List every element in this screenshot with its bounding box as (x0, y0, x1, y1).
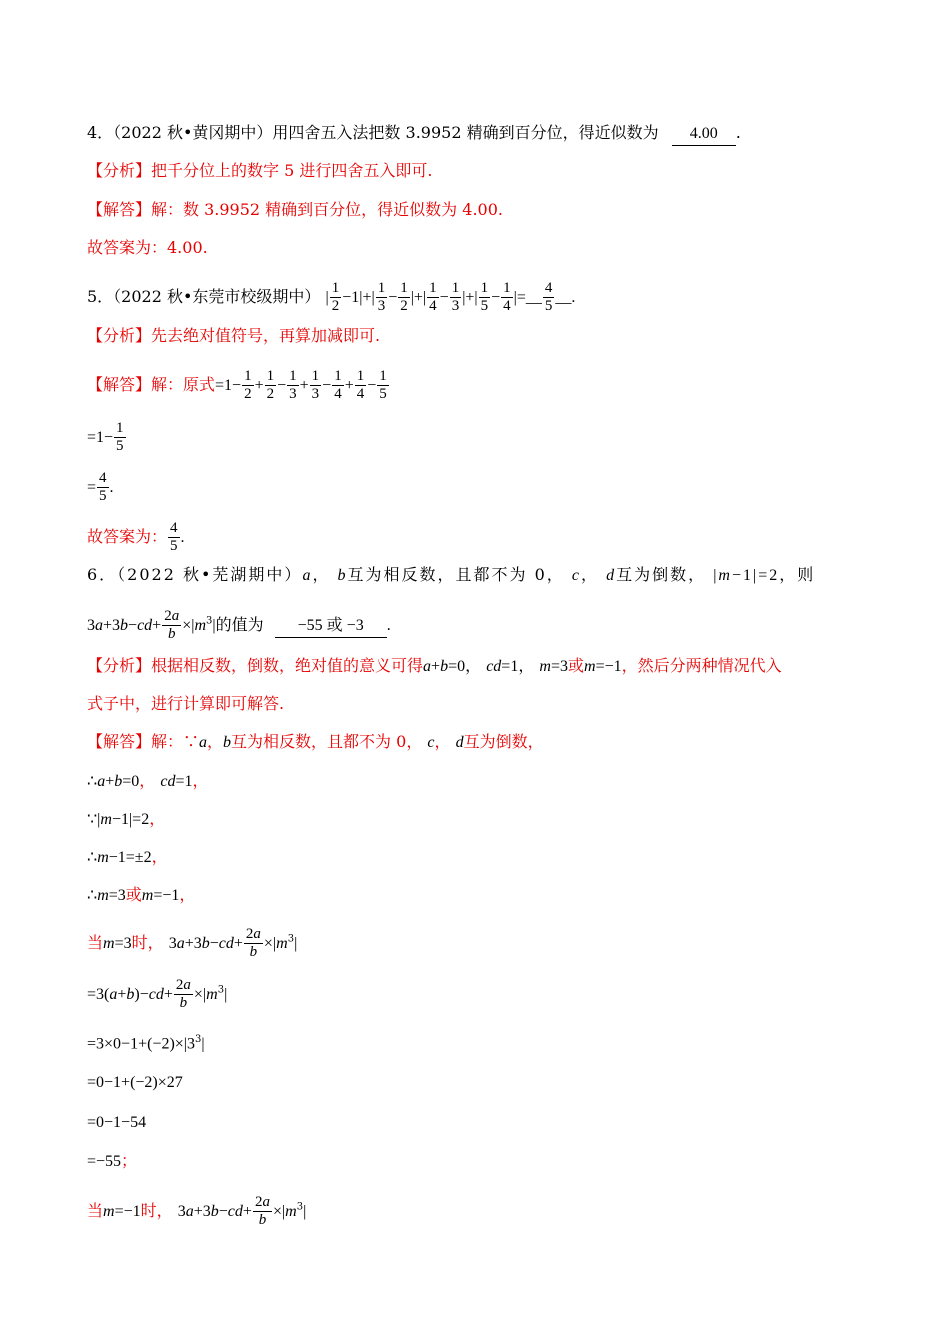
q5-solution-step3: = $\frac{4}{5}$ . (87, 470, 114, 504)
q6-case1-header: 当m=3时， 3a+3b−cd+ $\frac{2a}{b}$ $\times|m^3|$ (87, 926, 298, 960)
q6-case1-step3: =0−1+(−2)×27 (87, 1074, 183, 1091)
q6-case1-step1: =3(a+b)−cd+ $\frac{2a}{b}$ $\times|m^3|$ (87, 977, 228, 1011)
q6-answer-blank: −55 或 −3 (275, 615, 387, 638)
q6-step-m-values: ∴m=3或m=−1， (87, 885, 196, 904)
q6-step-pm: ∴m−1=±2， (87, 847, 168, 866)
q4-final-answer: 故答案为：4.00. (87, 238, 208, 257)
q5-analysis: 【分析】先去绝对值符号，再算加减即可. (87, 326, 381, 345)
q5-stem: 5．（2022 秋•东莞市校级期中） | $\frac{1}{2}$ −1|+| $\frac{1}{3}$ − $\frac{1}{2}$ |+| $\frac{1}{4}$ − $\frac{1}{3}$ |+| $\frac{1}{5}$ − $\frac{1}{4}$ |=__ $\frac{4}{5}$ __. (87, 280, 576, 314)
q4-analysis: 【分析】把千分位上的数字 5 进行四舍五入即可. (87, 161, 433, 180)
q6-stem-line1: 6．（2022 秋•芜湖期中）a， b互为相反数，且都不为 0， c， d互为倒数， |m−1|=2，则 (87, 565, 816, 584)
q5-solution-step1: 【解答】解：原式=1− $\frac{1}{2}$ + $\frac{1}{2}$ − $\frac{1}{3}$ + $\frac{1}{3}$ − $\frac{1}{4}$ + $\frac{1}{4}$ − $\frac{1}{5}$ (87, 368, 387, 402)
q6-stem-line2: 3a+3b−cd+ $\frac{2a}{b}$ $\times|m^3|$的值为 −55 或 −3 . (87, 608, 391, 642)
q6-analysis-line1: 【分析】根据相反数，倒数，绝对值的意义可得a+b=0， cd=1， m=3或m=−1，然后分两种情况代入 (87, 656, 782, 675)
q6-solution-line1: 【解答】解：∵a，b互为相反数，且都不为 0， c， d互为倒数， (87, 732, 544, 751)
q6-case1-step2: $=3\times 0-1+(-2)\times|3^3|$ (87, 1034, 205, 1053)
q4-stem: 4．（2022 秋•黄冈期中）用四舍五入法把数 3.9952 精确到百分位，得近似数为 4.00 . (87, 122, 741, 146)
q4-answer-blank: 4.00 (672, 123, 736, 146)
q6-case2-header: 当m=−1时， 3a+3b−cd+ $\frac{2a}{b}$ $\times|m^3|$ (87, 1194, 307, 1228)
q5-answer-fraction: $\frac{4}{5}$ (544, 280, 553, 314)
q4-solution: 【解答】解：数 3.9952 精确到百分位，得近似数为 4.00. (87, 200, 503, 219)
q6-step-sum: ∴a+b=0， cd=1， (87, 771, 209, 790)
q6-case1-result: =−55； (87, 1151, 138, 1170)
q6-case1-step4: =0−1−54 (87, 1114, 147, 1131)
q6-step-abs: ∵|m−1|=2， (87, 809, 166, 828)
q5-solution-step2: =1− $\frac{1}{5}$ (87, 420, 124, 454)
q5-final-answer: 故答案为： $\frac{4}{5}$ . (87, 520, 185, 554)
q6-analysis-line2: 式子中，进行计算即可解答. (87, 694, 285, 713)
